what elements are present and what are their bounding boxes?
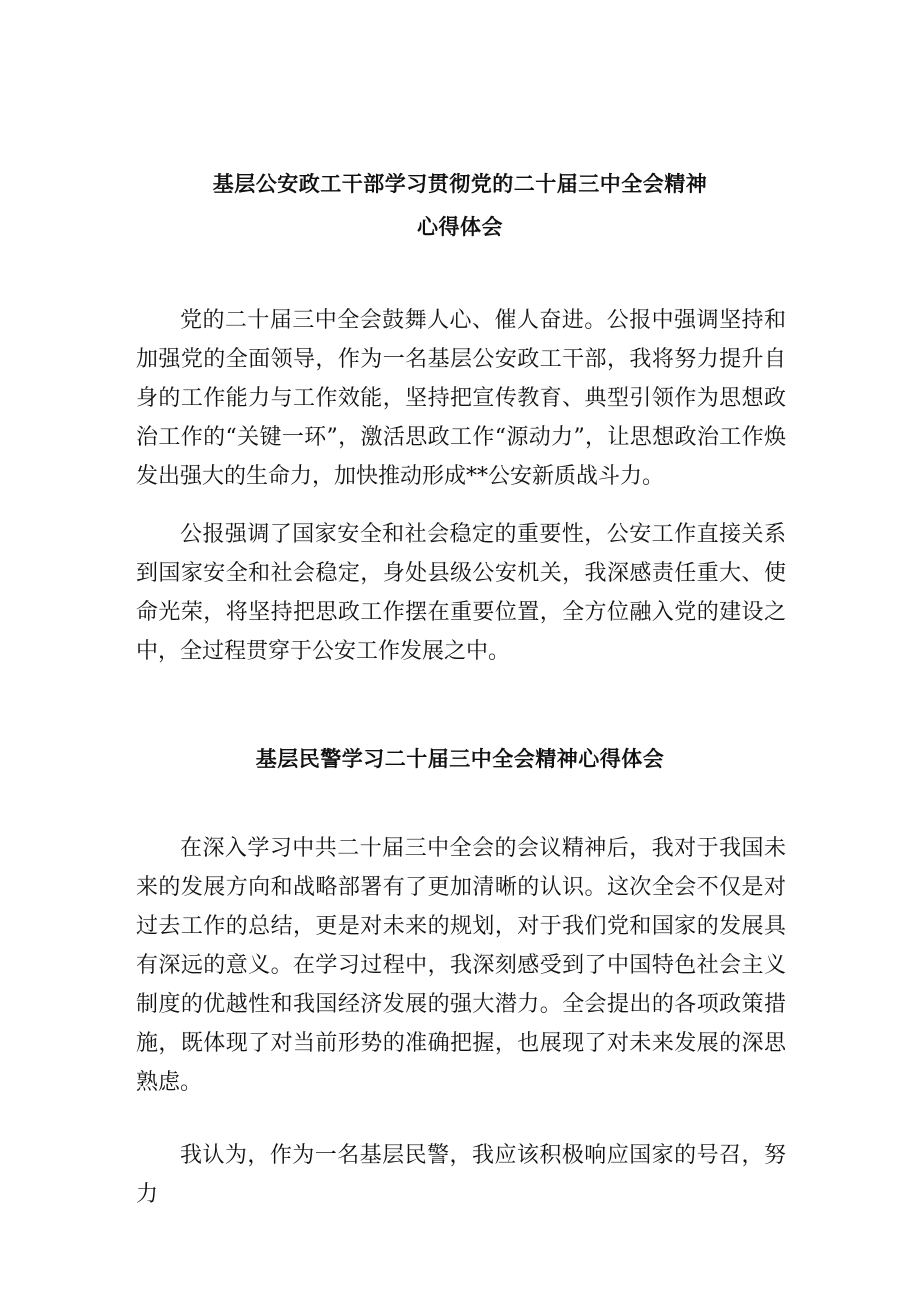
article1-title-line1: 基层公安政工干部学习贯彻党的二十届三中全会精神: [212, 172, 708, 196]
article1-paragraph-1: 党的二十届三中全会鼓舞人心、催人奋进。公报中强调坚持和加强党的全面领导，作为一名基层公安政工干部，我将努力提升自身的工作能力与工作效能，坚持把宣传教育、典型引领作为思想政治工作的“关键一环”，激活思政工作“源动力”，让思想政治工作焕发出强大的生命力，加快推动形成**公安新质战斗力。: [136, 308, 786, 489]
article1-paragraph-2: 公报强调了国家安全和社会稳定的重要性，公安工作直接关系到国家安全和社会稳定，身处县级公安机关，我深感责任重大、使命光荣，将坚持把思政工作摆在重要位置，全方位融入党的建设之中，全过程贯穿于公安工作发展之中。: [136, 522, 786, 664]
article2-title: 基层民警学习二十届三中全会精神心得体会: [255, 747, 665, 771]
article2-paragraph-1: 在深入学习中共二十届三中全会的会议精神后，我对于我国未来的发展方向和战略部署有了更加清晰的认识。这次全会不仅是对过去工作的总结，更是对未来的规划，对于我们党和国家的发展具有深远的意义。在学习过程中，我深刻感受到了中国特色社会主义制度的优越性和我国经济发展的强大潜力。全会提出的各项政策措施，既体现了对当前形势的准确把握，也展现了对未来发展的深思熟虑。: [136, 836, 786, 1095]
article2-paragraph-2: 我认为，作为一名基层民警，我应该积极响应国家的号召，努力: [136, 1143, 786, 1207]
article1-title-line2: 心得体会: [417, 215, 503, 239]
